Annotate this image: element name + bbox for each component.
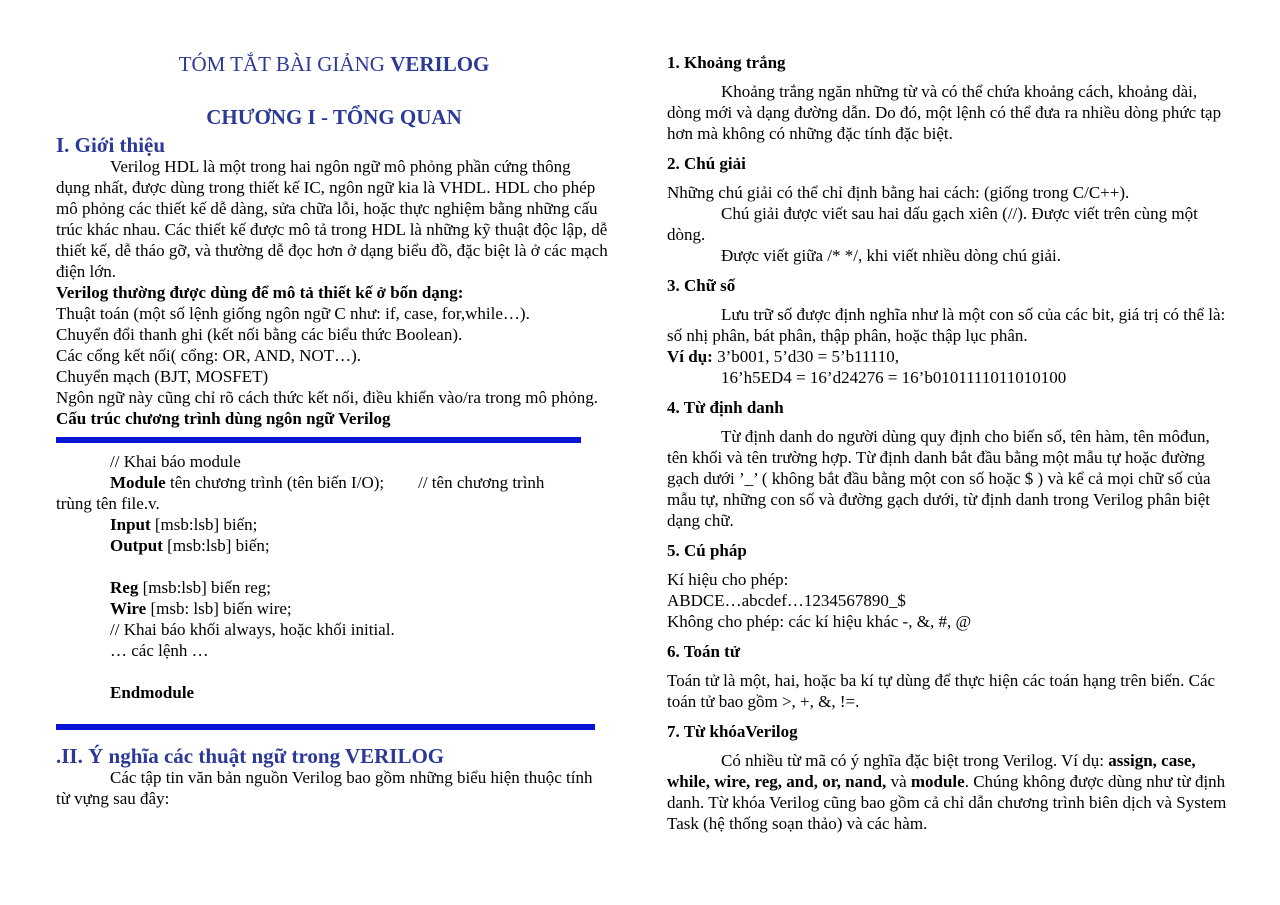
code-keyword: Input [110,515,151,534]
code-commands: … các lệnh … [110,641,209,660]
form-item: Các cổng kết nối( cổng: OR, AND, NOT…). [56,346,362,365]
keywords-text: . Chúng không được dùng như từ định danh. Từ khóa Verilog cũng bao gồm cả chỉ dẫn chương trình biên dịch và System Task (hệ thống soạn thảo) và các hàm. [667,772,1227,833]
identifiers-paragraph: Từ định danh do người dùng quy định cho biến số, tên hàm, tên môđun, tên khối và tên trường hợp. Từ định danh bắt đầu bằng một mẫu tự hoặc đường gạch dưới ’_’ ( không bắt đầu bằng một con số hoặc $ ) và kể cả mọi chữ số của mẫu tự, những con số và đường gạch dưới, từ định danh trong Verilog phân biệt dạng chữ. [667,427,1211,530]
code-comment: // Khai báo khối always, hoặc khối initial. [110,620,395,639]
example-line [667,346,1227,367]
syntax-line: Kí hiệu cho phép: [667,570,789,589]
code-endmodule: Endmodule [110,683,195,702]
code-block [56,451,608,703]
structure-heading: Cấu trúc chương trình dùng ngôn ngữ Verilog [56,409,391,428]
intro-paragraph: Verilog HDL là một trong hai ngôn ngữ mô phỏng phần cứng thông dụng nhất, được dùng trong thiết kế IC, ngôn ngữ kia là VHDL. HDL cho phép mô phỏng các thiết kế dễ dàng, sửa chữa lỗi, hoặc thực nghiệm bằng những cấu trúc khác nhau. Các thiết kế được mô tả trong HDL là những kỹ thuật độc lập, dễ thiết kế, dễ tháo gỡ, và thường dễ đọc hơn ở dạng biểu đồ, đặc biệt là ở các mạch điện lớn. [56,157,608,281]
keywords-text: và [886,772,911,791]
heading-identifiers: 4. Từ định danh [667,398,784,417]
right-column [667,52,1227,834]
terms-paragraph: Các tập tin văn bản nguồn Verilog bao gồm những biểu hiện thuộc tính từ vựng sau đây: [56,768,593,808]
code-text: tên chương trình (tên biến I/O); // tên chương trình [165,473,545,492]
code-keyword: Output [110,536,163,555]
code-text: [msb:lsb] biến; [150,515,258,534]
heading-keywords: 7. Từ khóaVerilog [667,722,798,741]
code-reg-line [110,577,608,598]
divider-rule [56,437,581,443]
code-output-line [110,535,608,556]
document-title [56,52,612,77]
form-item: Chuyển mạch (BJT, MOSFET) [56,367,269,386]
syntax-line: ABDCE…abcdef…1234567890_$ [667,591,906,610]
example-text: 3’b001, 5’d30 = 5’b11110, [712,347,900,366]
code-keyword: Reg [110,578,139,597]
code-keyword: Module [110,473,166,492]
heading-operators: 6. Toán tử [667,642,741,661]
chapter-title: CHƯƠNG I - TỔNG QUAN [206,105,462,129]
heading-comments: 2. Chú giải [667,154,746,173]
heading-numbers: 3. Chữ số [667,276,736,295]
section-heading-terms: .II. Ý nghĩa các thuật ngữ trong VERILOG [56,744,445,768]
comments-paragraph: Được viết giữa /* */, khi viết nhiều dòng chú giải. [721,246,1061,265]
code-wire-line [110,598,608,619]
code-keyword: Wire [110,599,147,618]
heading-syntax: 5. Cú pháp [667,541,747,560]
code-text: [msb:lsb] biến; [162,536,270,555]
form-item: Chuyển đổi thanh ghi (kết nối bằng các biểu thức Boolean). [56,325,463,344]
note-paragraph: Ngôn ngữ này cũng chỉ rõ cách thức kết nối, điều khiển vào/ra trong mô phỏng. [56,388,598,407]
title-text: TÓM TẮT BÀI GIẢNG [178,52,391,76]
keywords-paragraph [667,750,1227,834]
title-keyword: VERILOG [390,52,490,76]
keywords-text: Có nhiều từ mã có ý nghĩa đặc biệt trong Verilog. Ví dụ: [721,751,1109,770]
numbers-paragraph: Lưu trữ số được định nghĩa như là một con số của các bit, giá trị có thể là: số nhị phân, bát phân, thập phân, hoặc thập lục phân. [667,305,1226,345]
code-module-line [110,472,608,493]
whitespace-paragraph: Khoảng trắng ngăn những từ và có thể chứa khoảng cách, khoảng dài, dòng mới và dạng đường dẫn. Do đó, một lệnh có thể đưa ra nhiều dòng phức tạp hơn mà không có những đặc tính đặc biệt. [667,82,1222,143]
keywords-list: assign, case, while, wire, reg, and, or, nand, [667,751,1196,791]
code-comment: // Khai báo module [110,452,241,471]
forms-heading: Verilog thường được dùng để mô tả thiết kế ở bốn dạng: [56,283,464,302]
comments-paragraph: Những chú giải có thể chỉ định bằng hai cách: (giống trong C/C++). [667,183,1130,202]
operators-paragraph: Toán tử là một, hai, hoặc ba kí tự dùng để thực hiện các toán hạng trên biến. Các toán tử bao gồm >, +, &, !=. [667,671,1216,711]
code-text: [msb:lsb] biến reg; [138,578,271,597]
code-input-line [110,514,608,535]
syntax-line: Không cho phép: các kí hiệu khác -, &, #, @ [667,612,972,631]
keywords-list: module [910,772,965,791]
heading-whitespace: 1. Khoảng trắng [667,53,786,72]
code-text: [msb: lsb] biến wire; [146,599,292,618]
form-item: Thuật toán (một số lệnh giống ngôn ngữ C như: if, case, for,while…). [56,304,530,323]
left-column [56,133,608,809]
example-label: Ví dụ: [667,347,713,366]
divider-rule [56,724,595,730]
code-continuation: trùng tên file.v. [56,494,160,513]
section-heading-intro: I. Giới thiệu [56,133,166,157]
comments-paragraph: Chú giải được viết sau hai dấu gạch xiên (//). Được viết trên cùng một dòng. [667,204,1198,244]
example-line: 16’h5ED4 = 16’d24276 = 16’b0101111011010100 [721,368,1067,387]
